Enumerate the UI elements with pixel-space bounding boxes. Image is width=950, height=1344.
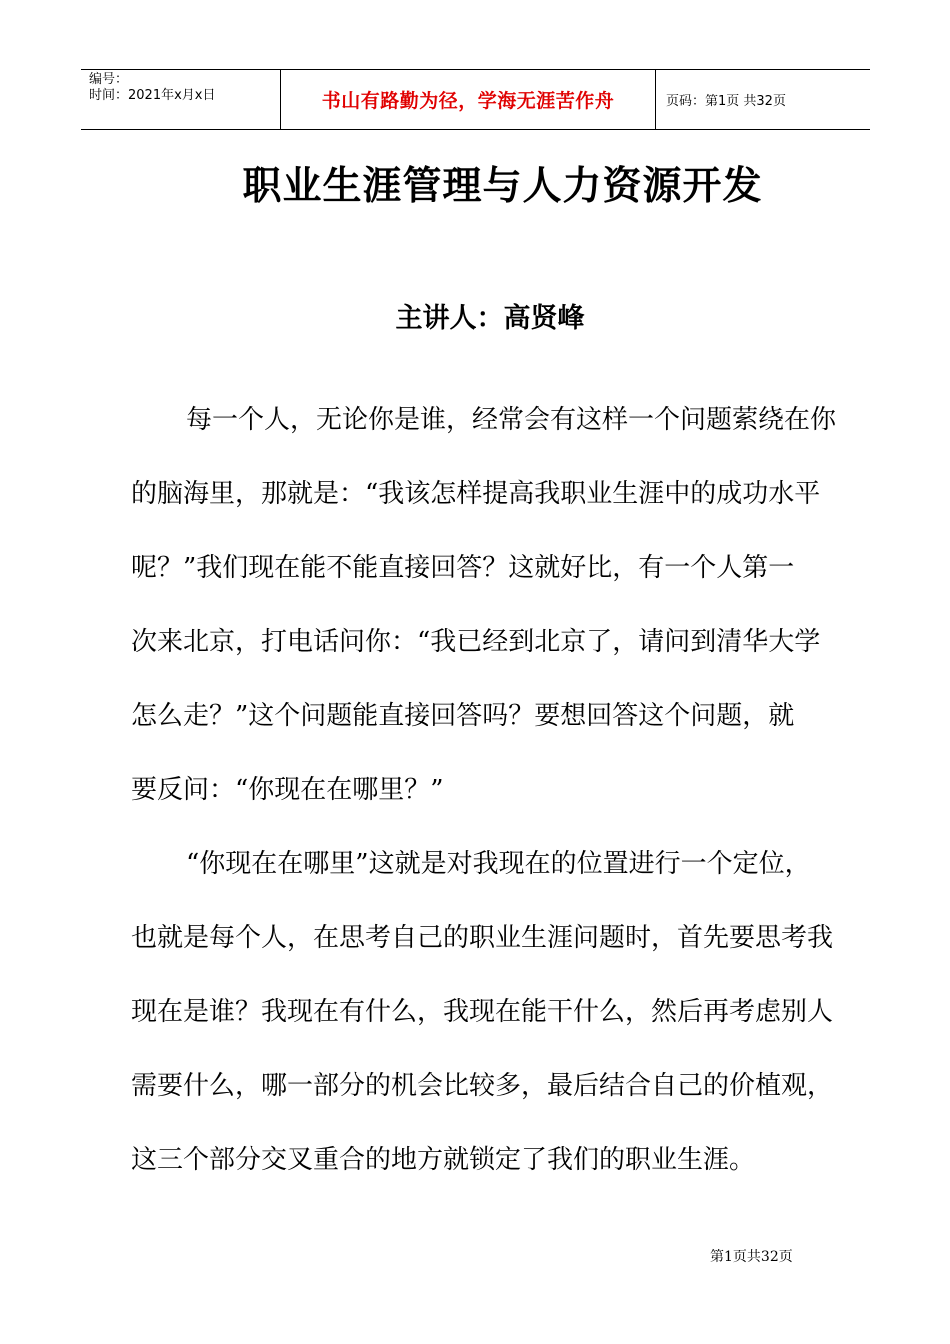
text-line: 这三个部分交叉重合的地方就锁定了我们的职业生涯。 xyxy=(131,1145,756,1175)
text-line: 要反问：“你现在在哪里？” xyxy=(131,775,444,805)
body-text xyxy=(131,398,837,1212)
document-date: 时间：2021年x月x日 xyxy=(89,88,216,103)
text-line: 次来北京，打电话问你：“我已经到北京了，请问到清华大学 xyxy=(131,627,821,657)
paragraph xyxy=(131,398,837,842)
text-line: “你现在在哪里”这就是对我现在的位置进行一个定位， xyxy=(186,849,811,879)
page-header xyxy=(81,69,870,130)
header-motto: 书山有路勤为径，学海无涯苦作舟 xyxy=(281,70,656,129)
text-line: 也就是每个人，在思考自己的职业生涯问题时，首先要思考我 xyxy=(131,923,834,953)
document-number-label: 编号： xyxy=(89,72,129,87)
document-title: 职业生涯管理与人力资源开发 xyxy=(242,164,763,209)
text-line: 的脑海里，那就是：“我该怎样提高我职业生涯中的成功水平 xyxy=(131,479,821,509)
speaker-line: 主讲人：高贤峰 xyxy=(395,303,585,334)
header-page-info: 页码：第1页 共32页 xyxy=(666,94,786,109)
text-line: 现在是谁？我现在有什么，我现在能干什么，然后再考虑别人 xyxy=(131,997,834,1027)
text-line: 每一个人，无论你是谁，经常会有这样一个问题萦绕在你 xyxy=(186,405,837,435)
page-footer: 第1页共32页 xyxy=(710,1249,793,1265)
header-meta xyxy=(81,70,281,129)
text-line: 呢？”我们现在能不能直接回答？这就好比，有一个人第一 xyxy=(131,553,795,583)
paragraph xyxy=(131,842,834,1212)
text-line: 需要什么，哪一部分的机会比较多，最后结合自己的价植观， xyxy=(131,1071,834,1101)
text-line: 怎么走？”这个问题能直接回答吗？要想回答这个问题，就 xyxy=(131,701,795,731)
